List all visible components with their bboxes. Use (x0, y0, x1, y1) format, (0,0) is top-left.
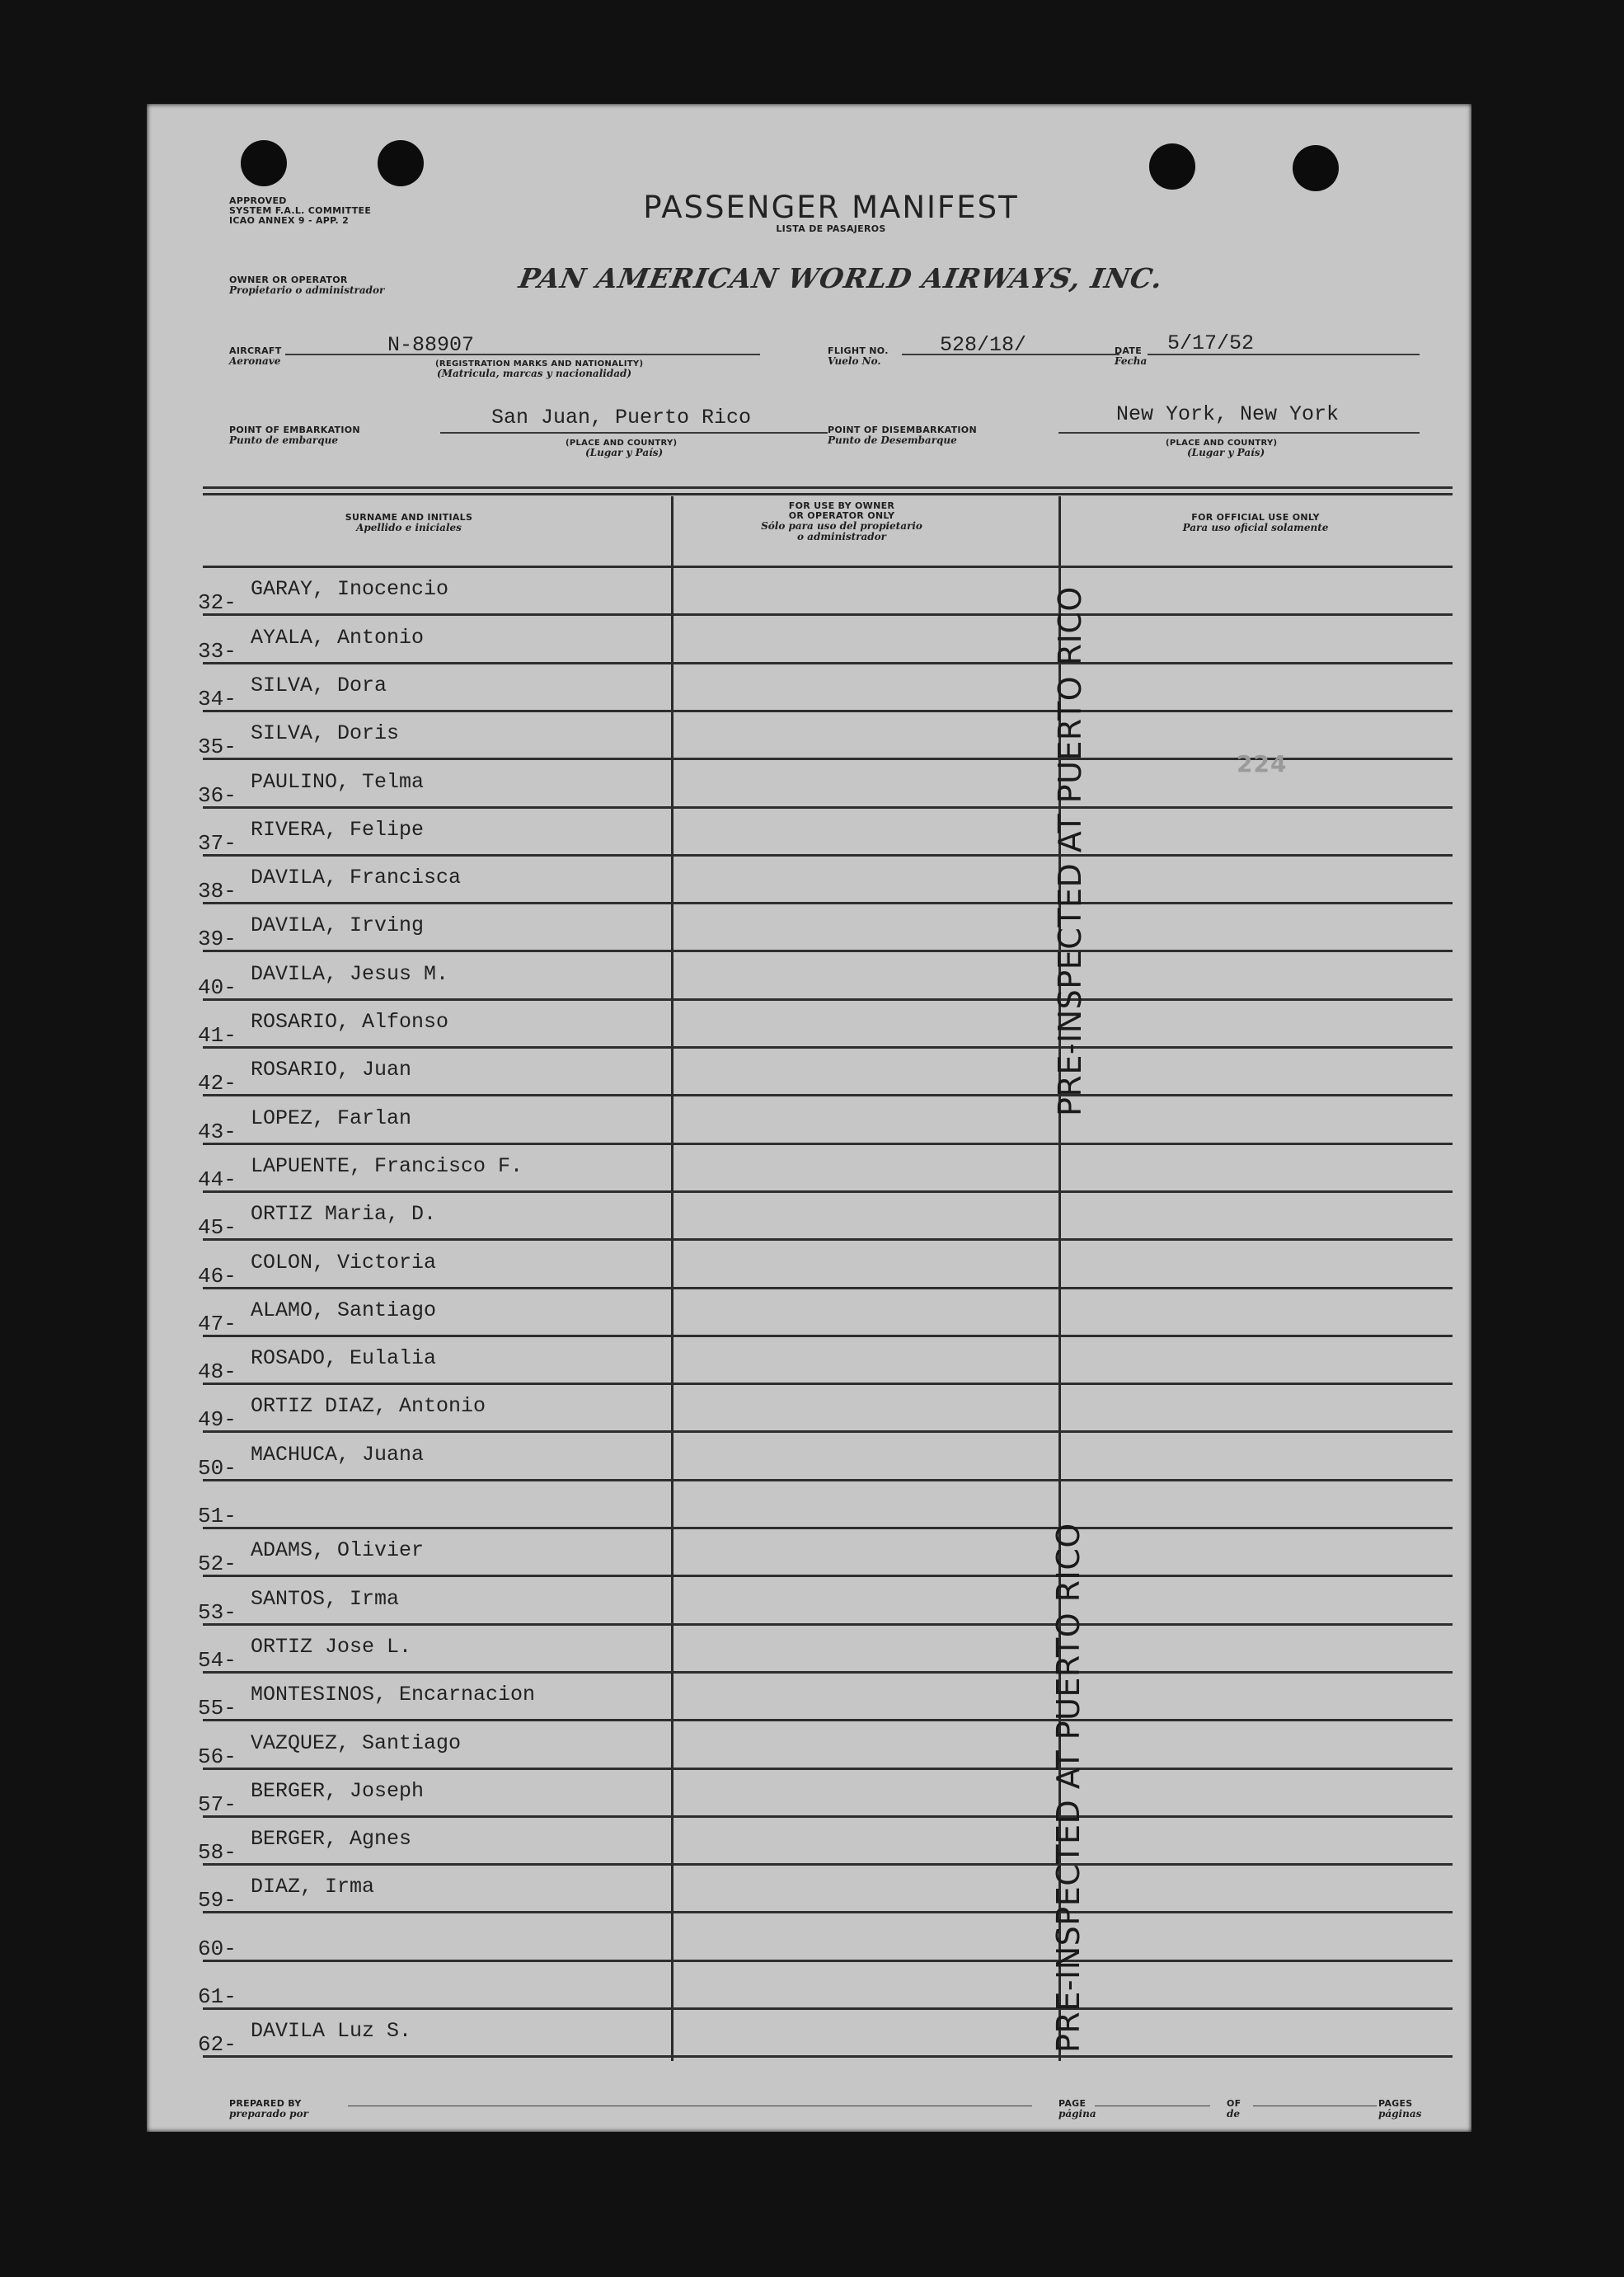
row-number: 53- (198, 1600, 237, 1625)
row-number: 55- (198, 1696, 237, 1721)
passenger-name: DAVILA, Jesus M. (251, 962, 449, 986)
owner-label-es: Propietario o administrador (229, 284, 385, 296)
row-number: 36- (198, 783, 237, 808)
column-divider (671, 496, 674, 2061)
column-header-official (1062, 513, 1449, 533)
passenger-name: AYALA, Antonio (251, 626, 425, 650)
passenger-name: ORTIZ Jose L. (251, 1635, 412, 1659)
approval-line: APPROVED (229, 195, 287, 206)
row-number: 40- (198, 975, 237, 1000)
prepared-by-label: PREPARED BY (229, 2098, 302, 2109)
row-rule (203, 2007, 1453, 2010)
pages-label-es: páginas (1378, 2108, 1422, 2120)
embark-place-note: (PLACE AND COUNTRY) (566, 439, 678, 448)
row-rule (203, 1143, 1453, 1145)
flight-label-es: Vuelo No. (828, 355, 881, 367)
passenger-name: VAZQUEZ, Santiago (251, 1731, 462, 1755)
row-number: 49- (198, 1407, 237, 1432)
row-number: 62- (198, 2032, 237, 2057)
column-header-owner-use (673, 501, 1011, 542)
operator-name: PAN AMERICAN WORLD AIRWAYS, INC. (516, 262, 1166, 294)
row-number: 46- (198, 1264, 237, 1289)
row-number: 47- (198, 1312, 237, 1336)
row-number: 48- (198, 1359, 237, 1384)
official-header: FOR OFFICIAL USE ONLY (1191, 512, 1320, 523)
aircraft-value: N-88907 (387, 333, 475, 357)
passenger-name: DIAZ, Irma (251, 1875, 375, 1899)
row-number: 39- (198, 927, 237, 951)
date-label: DATE (1115, 345, 1143, 356)
passenger-name: ROSARIO, Alfonso (251, 1010, 449, 1034)
row-number: 44- (198, 1167, 237, 1192)
row-rule (203, 1430, 1453, 1433)
row-number: 34- (198, 687, 237, 711)
date-label-es: Fecha (1115, 355, 1148, 367)
row-rule (203, 806, 1453, 809)
row-number: 41- (198, 1023, 237, 1048)
row-rule (203, 950, 1453, 952)
row-number: 56- (198, 1744, 237, 1769)
row-rule (203, 1335, 1453, 1337)
passenger-name: ORTIZ DIAZ, Antonio (251, 1394, 486, 1418)
row-number: 60- (198, 1937, 237, 1961)
row-rule (203, 854, 1453, 857)
row-number: 54- (198, 1648, 237, 1673)
punch-hole (1293, 145, 1339, 191)
owner-use-header: OR OPERATOR ONLY (788, 510, 895, 521)
punch-hole (378, 140, 424, 186)
row-rule (203, 1383, 1453, 1385)
row-rule (203, 1719, 1453, 1721)
row-rule (203, 1815, 1453, 1818)
row-rule (203, 902, 1453, 904)
page-title: PASSENGER MANIFEST (643, 190, 1019, 225)
flight-label: FLIGHT NO. (828, 345, 889, 356)
passenger-name: MONTESINOS, Encarnacion (251, 1683, 536, 1707)
row-rule (203, 998, 1453, 1001)
row-rule (203, 566, 1453, 568)
passenger-name: ALAMO, Santiago (251, 1298, 437, 1322)
passenger-name: SILVA, Dora (251, 674, 387, 697)
passenger-name: DAVILA, Francisca (251, 866, 462, 890)
official-mark: 224 (1237, 750, 1288, 777)
aircraft-note-es: (Matricula, marcas y nacionalidad) (437, 368, 632, 379)
aircraft-underline (285, 354, 760, 355)
row-number: 43- (198, 1120, 237, 1144)
of-label-es: de (1227, 2108, 1241, 2120)
prepared-by-label-es: preparado por (229, 2108, 308, 2120)
row-number: 35- (198, 735, 237, 759)
surname-header-es: Apellido e iniciales (356, 522, 462, 533)
row-rule (203, 1768, 1453, 1770)
aircraft-label-es: Aeronave (229, 355, 281, 367)
disembark-label-es: Punto de Desembarque (828, 434, 957, 446)
page-label: PAGE (1058, 2098, 1087, 2109)
row-number: 45- (198, 1215, 237, 1240)
approval-note (229, 196, 371, 226)
aircraft-note: (REGISTRATION MARKS AND NATIONALITY) (435, 359, 644, 369)
passenger-name: DAVILA Luz S. (251, 2019, 412, 2043)
row-number: 38- (198, 879, 237, 904)
approval-line: SYSTEM F.A.L. COMMITTEE (229, 205, 372, 216)
preinspection-stamp: PRE-INSPECTED AT PUERTO RICO (1052, 586, 1088, 1116)
row-rule (203, 1479, 1453, 1481)
owner-use-header: FOR USE BY OWNER (788, 500, 895, 511)
row-number: 58- (198, 1840, 237, 1865)
row-rule (203, 1527, 1453, 1529)
passenger-name: DAVILA, Irving (251, 913, 425, 937)
row-rule (203, 1575, 1453, 1577)
surname-header: SURNAME AND INITIALS (345, 512, 473, 523)
row-number: 59- (198, 1888, 237, 1913)
owner-use-header-es: Sólo para uso del propietario (761, 520, 922, 532)
passenger-name: ROSADO, Eulalia (251, 1346, 437, 1370)
passenger-name: BERGER, Agnes (251, 1827, 412, 1851)
punch-hole (1149, 143, 1195, 190)
row-rule (203, 1623, 1453, 1626)
page-subtitle: LISTA DE PASAJEROS (776, 223, 886, 234)
row-number: 51- (198, 1504, 237, 1528)
row-rule (203, 1046, 1453, 1049)
header-rule (203, 493, 1453, 495)
passenger-name: ROSARIO, Juan (251, 1058, 412, 1082)
official-header-es: Para uso oficial solamente (1182, 522, 1329, 533)
row-number: 52- (198, 1552, 237, 1576)
row-rule (203, 1238, 1453, 1241)
passenger-name: SILVA, Doris (251, 721, 400, 745)
row-rule (203, 1960, 1453, 1962)
punch-hole (241, 140, 287, 186)
passenger-name: PAULINO, Telma (251, 770, 425, 794)
passenger-name: ORTIZ Maria, D. (251, 1202, 437, 1226)
row-number: 33- (198, 639, 237, 664)
disembark-label: POINT OF DISEMBARKATION (828, 425, 977, 435)
row-rule (203, 1287, 1453, 1289)
disembark-value: New York, New York (1116, 402, 1340, 426)
row-number: 61- (198, 1984, 237, 2009)
header-rule (203, 486, 1453, 489)
row-rule (203, 662, 1453, 664)
disembark-place-note: (PLACE AND COUNTRY) (1166, 439, 1278, 448)
manifest-sheet (147, 104, 1471, 2132)
passenger-name: BERGER, Joseph (251, 1779, 425, 1803)
disembark-place-note-es: (Lugar y País) (1187, 447, 1265, 458)
approval-line: ICAO ANNEX 9 - APP. 2 (229, 215, 350, 226)
row-rule (203, 1094, 1453, 1096)
aircraft-label: AIRCRAFT (229, 345, 282, 356)
row-number: 32- (198, 590, 237, 615)
row-rule (203, 1671, 1453, 1674)
disembark-underline (1058, 432, 1420, 434)
preinspection-stamp: PRE-INSPECTED AT PUERTO RICO (1050, 1523, 1087, 2053)
date-value: 5/17/52 (1167, 331, 1255, 355)
pages-label: PAGES (1378, 2098, 1413, 2109)
embark-place-note-es: (Lugar y País) (585, 447, 664, 458)
passenger-name: GARAY, Inocencio (251, 577, 449, 601)
flight-value: 528/18/ (940, 333, 1027, 357)
of-label: OF (1227, 2098, 1241, 2109)
row-number: 37- (198, 831, 237, 856)
row-rule (203, 1190, 1453, 1193)
column-header-surname (203, 513, 615, 533)
embark-label: POINT OF EMBARKATION (229, 425, 360, 435)
row-number: 42- (198, 1071, 237, 1096)
owner-use-header-es: o administrador (797, 531, 886, 542)
passenger-name: ADAMS, Olivier (251, 1538, 425, 1562)
passenger-name: MACHUCA, Juana (251, 1443, 425, 1467)
passenger-name: SANTOS, Irma (251, 1587, 400, 1611)
row-number: 57- (198, 1792, 237, 1817)
passenger-name: RIVERA, Felipe (251, 818, 425, 842)
row-number: 50- (198, 1456, 237, 1481)
embark-underline (440, 432, 828, 434)
row-rule (203, 1863, 1453, 1866)
passenger-name: LOPEZ, Farlan (251, 1106, 412, 1130)
row-rule (203, 613, 1453, 616)
row-rule (203, 2055, 1453, 2058)
embark-label-es: Punto de embarque (229, 434, 338, 446)
passenger-name: LAPUENTE, Francisco F. (251, 1154, 523, 1178)
embark-value: San Juan, Puerto Rico (491, 406, 752, 430)
row-rule (203, 710, 1453, 712)
passenger-name: COLON, Victoria (251, 1251, 437, 1275)
page-label-es: página (1058, 2108, 1096, 2120)
row-rule (203, 1911, 1453, 1913)
owner-label: OWNER OR OPERATOR (229, 275, 348, 285)
